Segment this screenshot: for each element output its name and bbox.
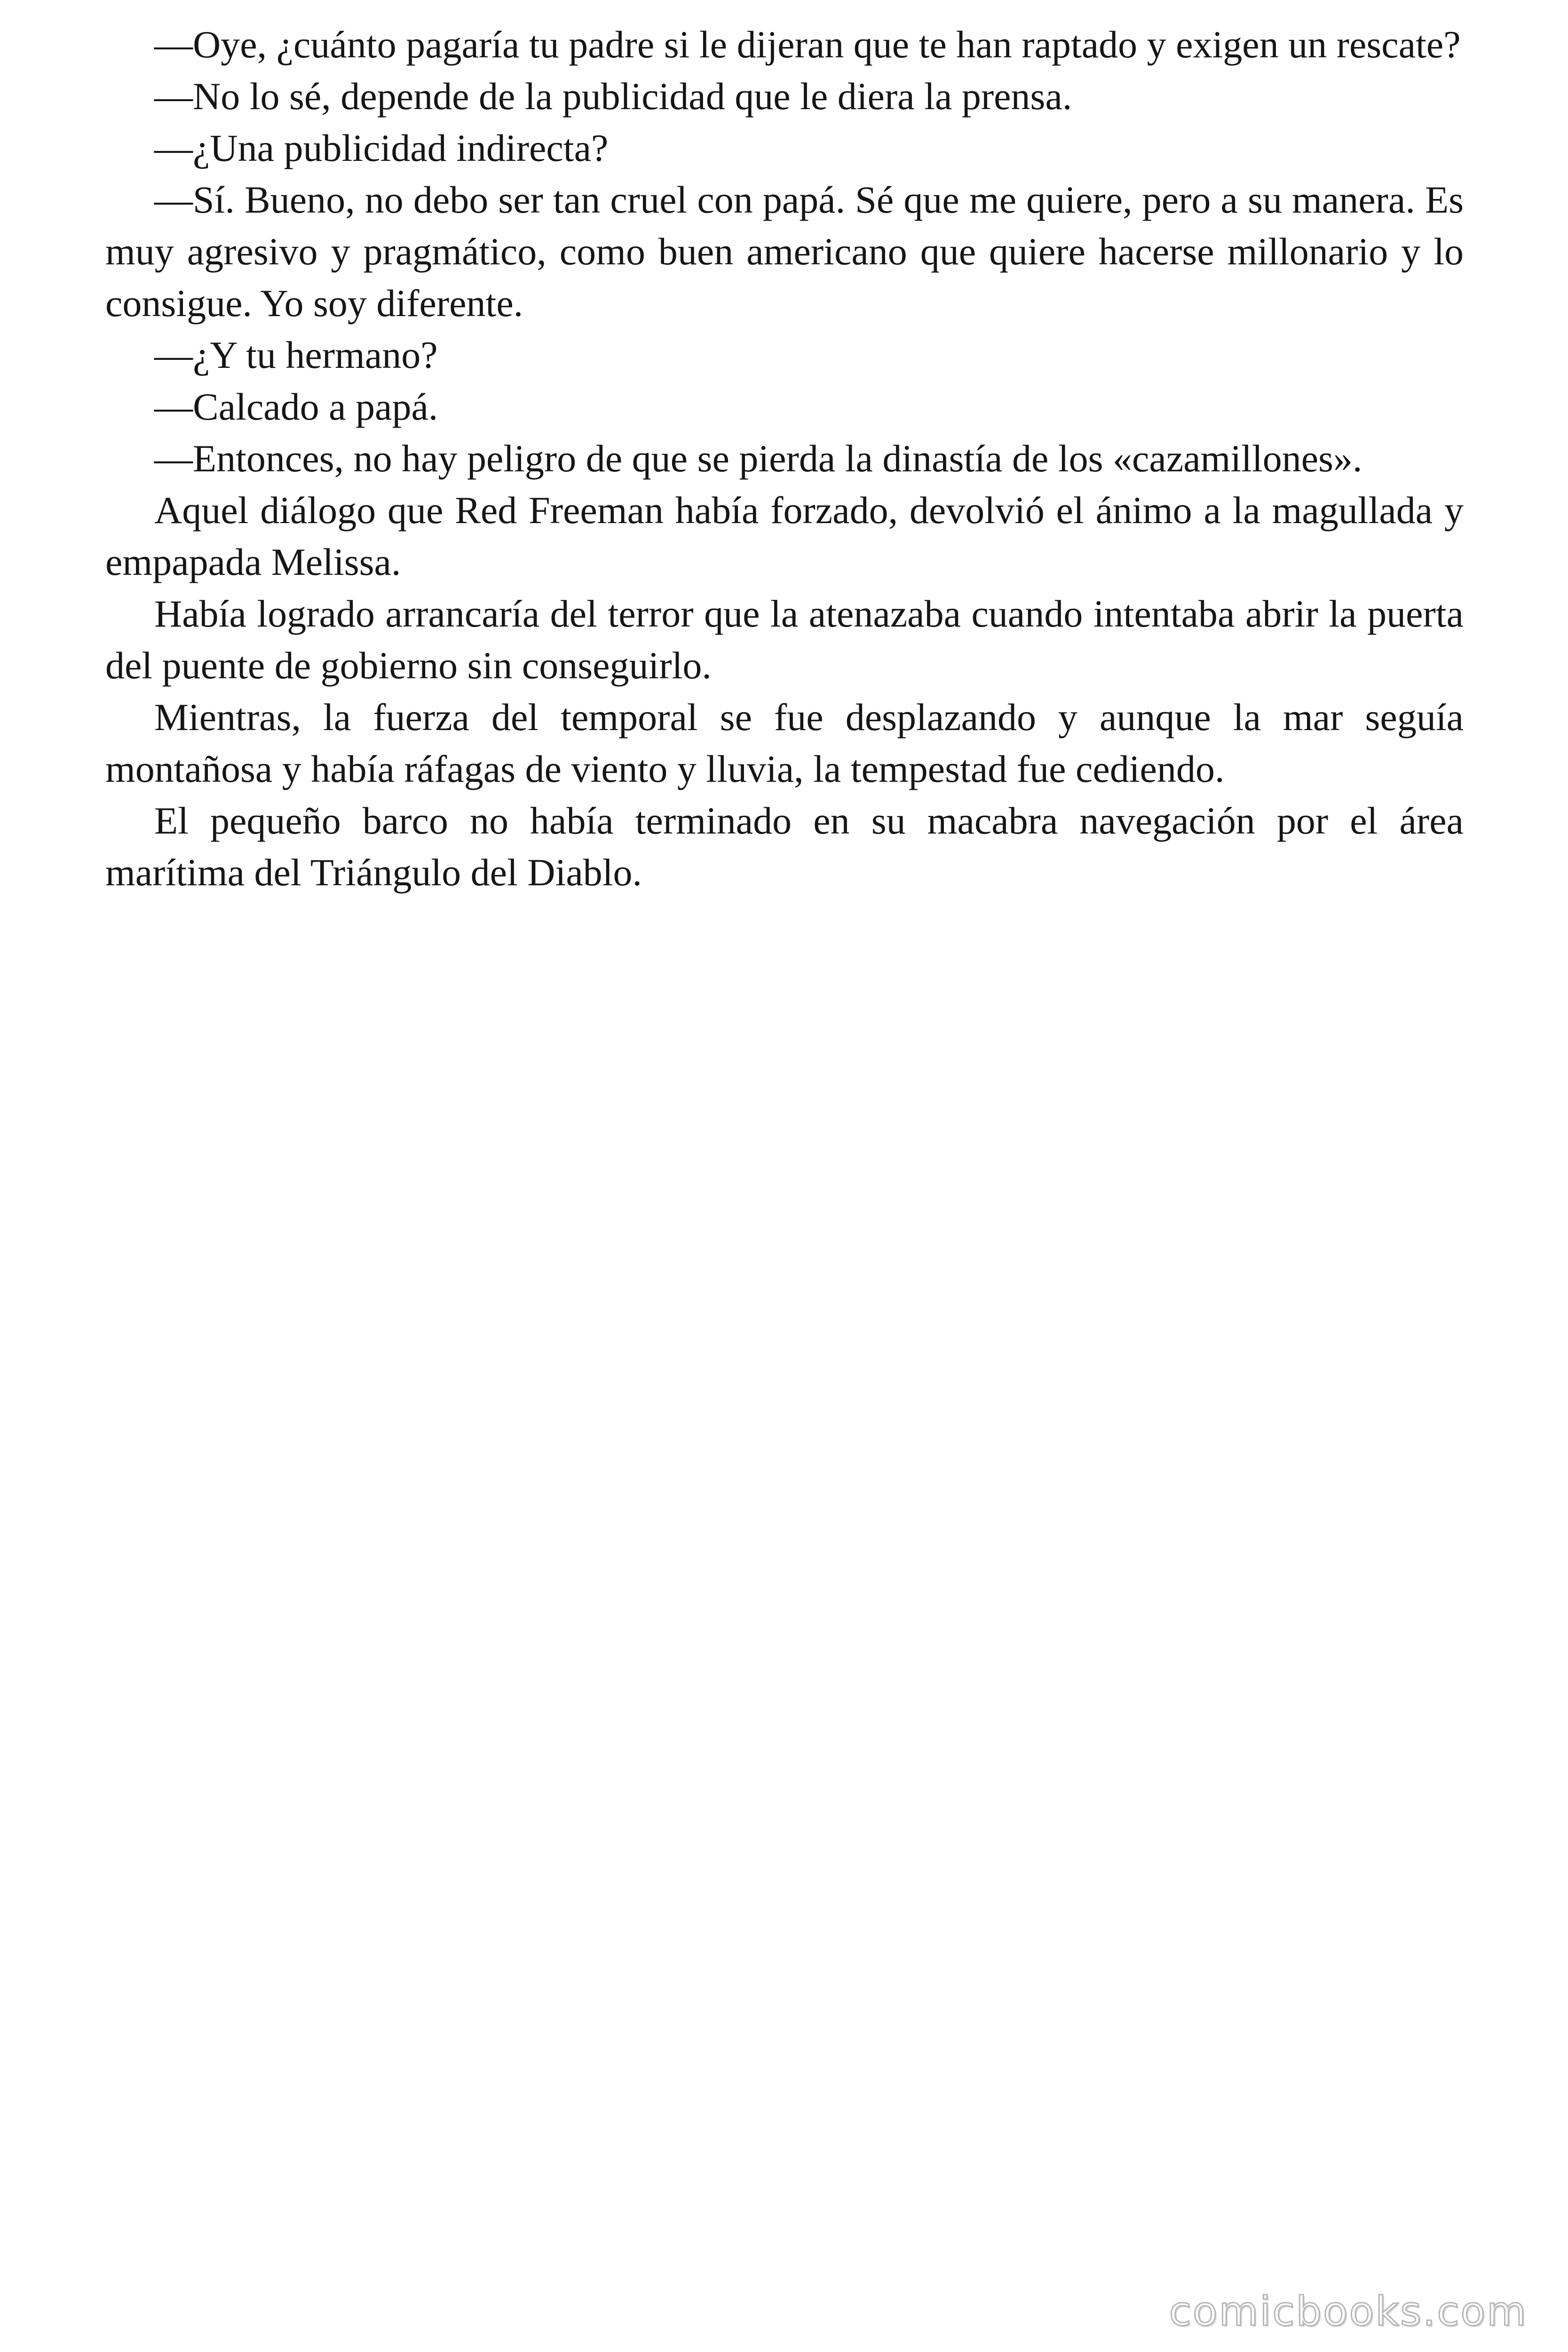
paragraph: —¿Una publicidad indirecta? <box>154 127 609 169</box>
paragraph: Aquel diálogo que Red Freeman había forzado, devolvió el ánimo a la magullada y empapada Melissa. <box>105 489 1464 583</box>
paragraph: —Sí. Bueno, no debo ser tan cruel con papá. Sé que me quiere, pero a su manera. Es muy agresivo y pragmático, como buen americano que quiere hacerse millonario y lo consigue. Yo soy diferente. <box>105 178 1464 325</box>
paragraph: —No lo sé, depende de la publicidad que le diera la prensa. <box>154 75 1072 118</box>
paragraph: —Entonces, no hay peligro de que se pierda la dinastía de los «cazamillones». <box>154 437 1362 480</box>
paragraph: —Oye, ¿cuánto pagaría tu padre si le dijeran que te han raptado y exigen un rescate? <box>154 23 1461 66</box>
paragraph: Mientras, la fuerza del temporal se fue desplazando y aunque la mar seguía montañosa y había ráfagas de viento y lluvia, la tempestad fue cediendo. <box>105 696 1464 790</box>
watermark: comicbooks.com <box>1169 2288 1528 2335</box>
paragraph: Había logrado arrancaría del terror que la atenazaba cuando intentaba abrir la puerta del puente de gobierno sin conseguirlo. <box>105 592 1464 687</box>
paragraph: —Calcado a papá. <box>154 385 438 428</box>
paragraph: —¿Y tu hermano? <box>154 334 438 376</box>
page-body <box>105 19 1464 898</box>
paragraph: El pequeño barco no había terminado en su macabra navegación por el área marítima del Triángulo del Diablo. <box>105 799 1464 894</box>
